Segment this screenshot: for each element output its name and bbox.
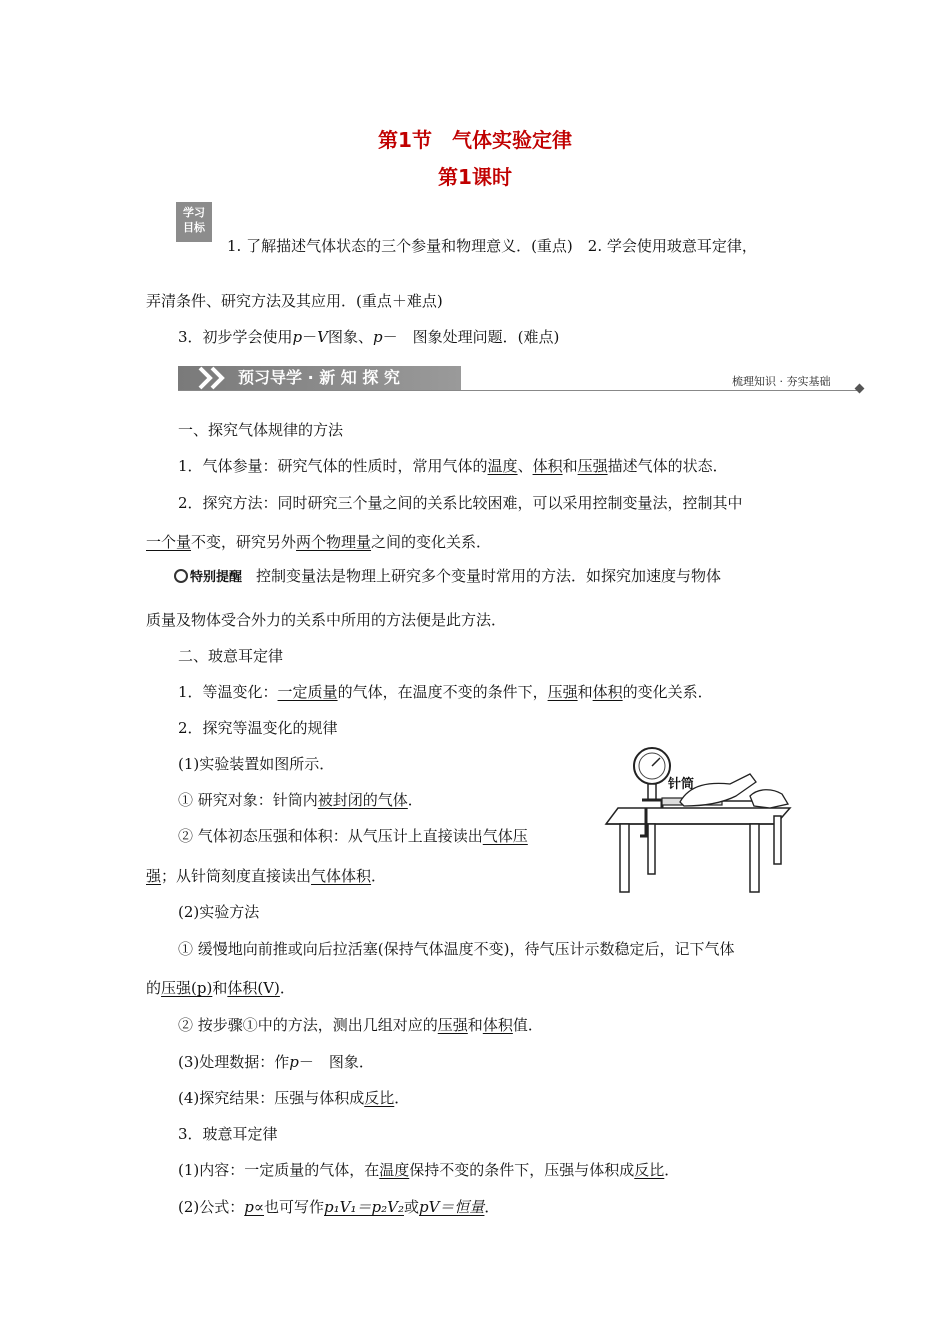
text: (4)探究结果：压强与体积成 [178,1089,365,1107]
text: 和 [577,683,593,701]
text: 的气体，在温度不变的条件下， [337,683,548,701]
answer-blank: 温度 [379,1161,410,1179]
page-title: 第1节 气体实验定律 [378,128,572,152]
text: 不变，研究另外 [191,533,297,551]
figure-label: 针筒 [668,777,695,792]
text: 之间的变化关系． [371,533,492,551]
s2-p5 [178,826,528,846]
goal-text: 3．初步学会使用 [178,328,293,346]
text: 保持不变的条件下，压强与体积成 [409,1161,635,1179]
answer-blank: 压强(p) [161,979,213,997]
s2-p9 [146,978,295,998]
goal-line-1: 1. 了解描述气体状态的三个参量和物理意义．(重点) 2. 学会使用玻意耳定律， [227,237,757,255]
text: 的 [146,979,162,997]
s2-p2: 2．探究等温变化的规律 [178,719,338,737]
text: 描述气体的状态． [607,457,728,475]
answer-blank: 压强 [577,457,608,475]
text: － 图象． [298,1053,374,1071]
banner-rule [178,390,858,391]
symbol-p: p [289,1053,299,1071]
goal-text: 图象、 [328,328,374,346]
answer-blank: p₁V₁＝p₂V₂ [324,1198,404,1216]
text: (1)内容：一定质量的气体，在 [178,1161,380,1179]
goal-line-3 [178,327,559,347]
tip-line-2: 质量及物体受合外力的关系中所用的方法便是此方法． [146,611,507,629]
text: 也可写作 [264,1198,325,1216]
banner-right-text: 梳理知识 · 夯实基础 [732,375,831,388]
s1-p1 [178,456,728,476]
goal-badge-line1: 学习 [183,206,205,219]
s2-heading: 二、玻意耳定律 [178,647,284,665]
text: ． [394,1089,410,1107]
answer-blank: 被封闭的气体 [317,791,408,809]
dash: － [302,328,318,346]
text: ． [407,791,423,809]
text: (3)处理数据：作 [178,1053,290,1071]
text: 1．等温变化： [178,683,278,701]
answer-blank: 气体体积 [311,867,372,885]
s3-p1: 3．玻意耳定律 [178,1125,278,1143]
answer-blank: 压强 [437,1016,468,1034]
text: ． [484,1198,500,1216]
s1-heading: 一、探究气体规律的方法 [178,421,344,439]
symbol-p: p [373,328,383,346]
symbol-v: V [317,328,329,346]
tip-label: 特别提醒 [190,570,243,585]
goal-line-2: 弄清条件、研究方法及其应用．(重点＋难点) [146,292,443,310]
s3-p2 [178,1160,679,1180]
text: ② 气体初态压强和体积：从气压计上直接读出 [178,827,483,845]
page-subtitle: 第1课时 [438,165,512,189]
text: 1．气体参量：研究气体的性质时，常用气体的 [178,457,488,475]
s2-p4 [178,790,423,810]
answer-blank: 体积 [592,683,623,701]
symbol-p: p [292,328,303,346]
answer-blank: 反比 [634,1161,665,1179]
text: 、 [517,457,533,475]
text: ． [371,867,387,885]
text: 和 [467,1016,483,1034]
text: (2)公式： [178,1198,245,1216]
s2-p1 [178,682,713,702]
answer-blank: 一定质量 [277,683,338,701]
answer-blank: p∝ [244,1198,265,1216]
s2-p7: (2)实验方法 [178,903,260,921]
answer-blank: 体积 [532,457,563,475]
s2-p8: ① 缓慢地向前推或向后拉活塞(保持气体温度不变)，待气压计示数稳定后，记下气体 [178,940,735,958]
s1-p3 [146,532,491,552]
diamond-icon [855,384,865,394]
text: 或 [403,1198,419,1216]
banner-title: 预习导学 · 新 知 探 究 [238,368,400,387]
s2-p10 [178,1015,543,1035]
s2-p11 [178,1052,374,1072]
answer-blank: 体积(V) [227,979,280,997]
answer-blank: 温度 [487,457,518,475]
s3-p3 [178,1197,499,1217]
text: 的变化关系． [622,683,713,701]
answer-blank: 反比 [364,1089,395,1107]
s1-p2: 2．探究方法：同时研究三个量之间的关系比较困难，可以采用控制变量法，控制其中 [178,494,743,512]
answer-blank: pV＝恒量 [418,1198,485,1216]
goal-badge [176,202,212,242]
s2-p12 [178,1088,409,1108]
text: 值． [512,1016,543,1034]
text: ． [279,979,295,997]
text: ② 按步骤①中的方法，测出几组对应的 [178,1016,438,1034]
answer-blank: 体积 [482,1016,513,1034]
answer-blank: 强 [146,867,162,885]
goal-badge-line2: 目标 [183,221,205,234]
answer-blank: 两个物理量 [296,533,372,551]
chevron-double-icon [196,366,232,390]
apparatus-figure [600,744,810,896]
text: ；从针筒刻度直接读出 [161,867,312,885]
text: ． [664,1161,680,1179]
answer-blank: 气体压 [482,827,528,845]
text: 和 [212,979,228,997]
goal-text: － 图象处理问题．(难点) [382,328,560,346]
s2-p6 [146,866,386,886]
s2-p3: (1)实验装置如图所示． [178,755,335,773]
answer-blank: 一个量 [146,533,192,551]
tip-icon [174,569,188,583]
tip-line-1 [174,566,721,588]
text: 和 [562,457,578,475]
answer-blank: 压强 [547,683,578,701]
tip-text: 控制变量法是物理上研究多个变量时常用的方法．如探究加速度与物体 [256,567,722,585]
text: ① 研究对象：针筒内 [178,791,318,809]
